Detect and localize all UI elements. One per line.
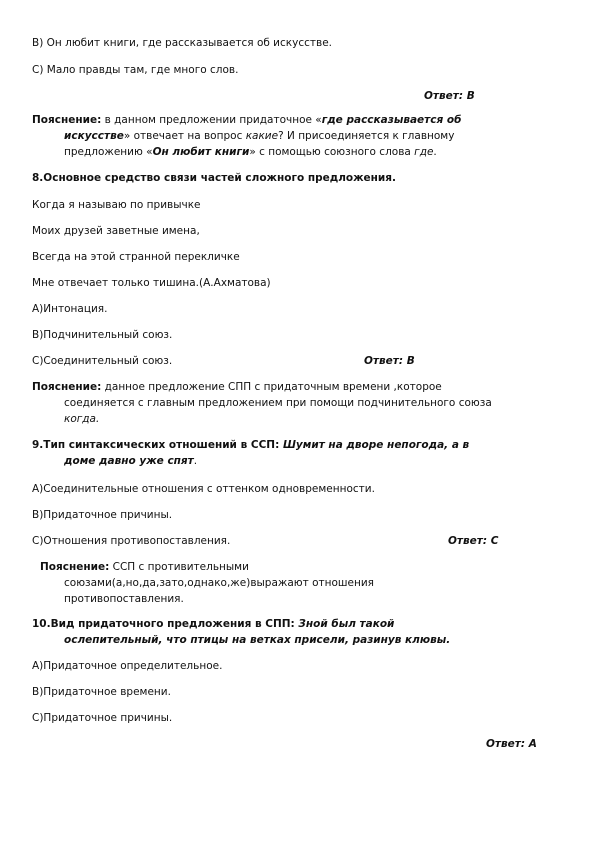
poem-line: Мне отвечает только тишина.(А.Ахматова): [32, 277, 271, 289]
explanation-line: [32, 114, 461, 127]
poem-line: Моих друзей заветные имена,: [32, 225, 200, 237]
question-10-title: [32, 618, 394, 631]
example-sentence: доме давно уже спят: [64, 455, 194, 467]
text-span: .: [433, 146, 437, 158]
question-word: какие: [245, 130, 279, 142]
text-span: в данном предложении придаточное «: [101, 114, 322, 126]
question-8-title: 8.Основное средство связи частей сложного предложения.: [32, 172, 397, 184]
answer-label: Ответ: А: [486, 738, 537, 750]
explanation-label: Пояснение:: [40, 561, 110, 573]
option-c: С)Придаточное причины.: [32, 712, 173, 724]
option-b: В)Придаточное времени.: [32, 686, 171, 698]
text-span: ? И присоединяется к главному: [278, 130, 455, 142]
text-span: .: [193, 455, 198, 467]
text-span: » с помощью союзного слова: [249, 146, 415, 158]
conjunction-word: где: [414, 146, 434, 158]
option-c: С)Соединительный союз.: [32, 355, 173, 367]
option-a: А)Придаточное определительное.: [32, 660, 223, 672]
question-text: 10.Вид придаточного предложения в СПП:: [32, 618, 299, 630]
explanation-line: [64, 146, 437, 159]
poem-line: Всегда на этой странной перекличке: [32, 251, 240, 263]
quoted-clause: где рассказывается об: [321, 114, 462, 126]
text-span: ССП с противительными: [109, 561, 249, 573]
explanation-line: соединяется с главным предложением при помощи подчинительного союза: [64, 397, 492, 409]
quoted-clause: Он любит книги: [152, 146, 250, 158]
option-a: А)Интонация.: [32, 303, 108, 315]
option-b: B) Он любит книги, где рассказывается об искусстве.: [32, 37, 332, 49]
option-b: В)Придаточное причины.: [32, 509, 173, 521]
explanation-line: [40, 561, 249, 574]
quoted-clause: искусстве: [64, 130, 124, 142]
explanation-label: Пояснение:: [32, 381, 102, 393]
explanation-line: противопоставления.: [64, 593, 184, 605]
option-c: С)Отношения противопоставления.: [32, 535, 231, 547]
example-sentence: ослепительный, что птицы на ветках присели, разинув клювы.: [64, 634, 451, 646]
text-span: предложению «: [64, 146, 153, 158]
answer-label: Ответ: В: [424, 90, 475, 102]
text-span: » отвечает на вопрос: [123, 130, 246, 142]
explanation-line: [64, 130, 454, 143]
question-9-title-cont: [64, 455, 197, 468]
example-sentence: Зной был такой: [298, 618, 395, 630]
explanation-label: Пояснение:: [32, 114, 102, 126]
explanation-line: союзами(а,но,да,зато,однако,же)выражают отношения: [64, 577, 374, 589]
explanation-line: [32, 381, 442, 394]
answer-label: Ответ: В: [364, 355, 415, 367]
text-span: данное предложение СПП с придаточным времени ,которое: [101, 381, 442, 393]
option-b: В)Подчинительный союз.: [32, 329, 173, 341]
option-a: А)Соединительные отношения с оттенком одновременности.: [32, 483, 375, 495]
poem-line: Когда я называю по привычке: [32, 199, 201, 211]
answer-label: Ответ: С: [448, 535, 499, 547]
question-9-title: [32, 439, 469, 452]
explanation-line: когда.: [64, 413, 100, 425]
question-text: 9.Тип синтаксических отношений в ССП:: [32, 439, 283, 451]
example-sentence: Шумит на дворе непогода, а в: [282, 439, 470, 451]
option-c: C) Мало правды там, где много слов.: [32, 64, 239, 76]
